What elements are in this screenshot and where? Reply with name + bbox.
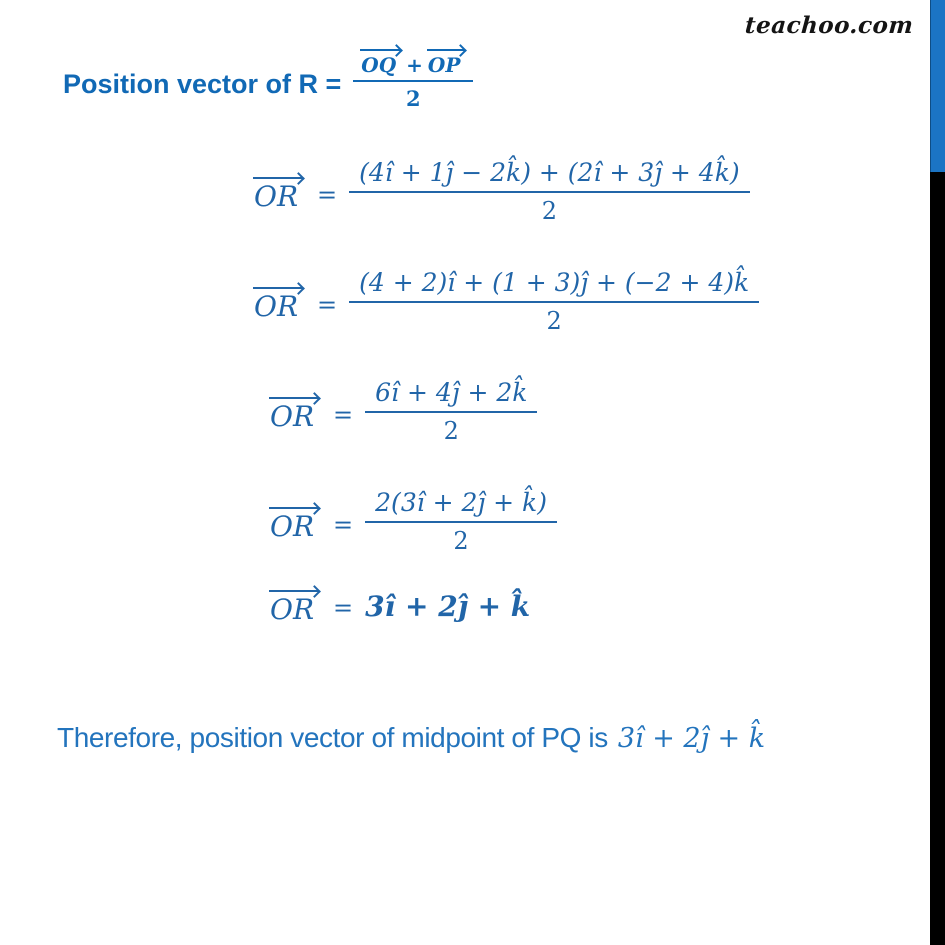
vector-OP: OP	[426, 44, 467, 75]
equals-sign: =	[317, 290, 338, 319]
vector-OR: OR	[252, 282, 305, 321]
equation-step-4	[268, 488, 557, 555]
equation-step-2	[252, 268, 759, 335]
fraction-numerator: 6î + 4ĵ + 2k̂	[375, 378, 528, 407]
conclusion-text: Therefore, position vector of midpoint of PQ is	[57, 722, 608, 753]
vector-OQ: OQ	[359, 44, 403, 75]
equation-step-1	[252, 158, 750, 225]
title-row	[63, 44, 473, 111]
fraction-numerator: (4 + 2)î + (1 + 3)ĵ + (−2 + 4)k̂	[359, 268, 750, 297]
conclusion-math: 3î + 2ĵ + k̂	[617, 723, 766, 754]
right-edge-black-bar	[930, 172, 945, 945]
fraction-denominator: 2	[349, 301, 759, 335]
conclusion-line	[57, 722, 765, 754]
fraction-numerator: (4î + 1ĵ − 2k̂) + (2î + 3ĵ + 4k̂)	[359, 158, 740, 187]
fraction-denominator: 2	[365, 411, 537, 445]
page-title: Position vector of R =	[63, 69, 342, 99]
equals-sign: =	[333, 510, 354, 539]
teachoo-logo: teachoo.com	[743, 12, 914, 39]
fraction-denominator: 2	[365, 521, 557, 555]
fraction-denominator: 2	[349, 191, 749, 225]
equation-step-3	[268, 378, 537, 445]
equals-sign: =	[317, 180, 338, 209]
vector-OR: OR	[268, 502, 321, 541]
vector-OR: OR	[268, 392, 321, 431]
equation-step-5	[268, 585, 530, 624]
fraction	[349, 158, 749, 225]
fraction	[365, 488, 557, 555]
fraction	[365, 378, 537, 445]
vector-OR: OR	[268, 585, 321, 624]
title-fraction-numerator	[353, 44, 473, 80]
equals-sign: =	[333, 400, 354, 429]
equation-result: 3î + 2ĵ + k̂	[365, 590, 531, 623]
title-fraction	[353, 44, 473, 111]
vector-OR: OR	[252, 172, 305, 211]
fraction-numerator: 2(3î + 2ĵ + k̂)	[375, 488, 547, 517]
plus-sign: +	[406, 53, 423, 77]
title-fraction-denominator: 2	[353, 80, 473, 111]
fraction	[349, 268, 759, 335]
equals-sign: =	[333, 593, 354, 622]
right-edge-blue-bar	[930, 0, 945, 172]
